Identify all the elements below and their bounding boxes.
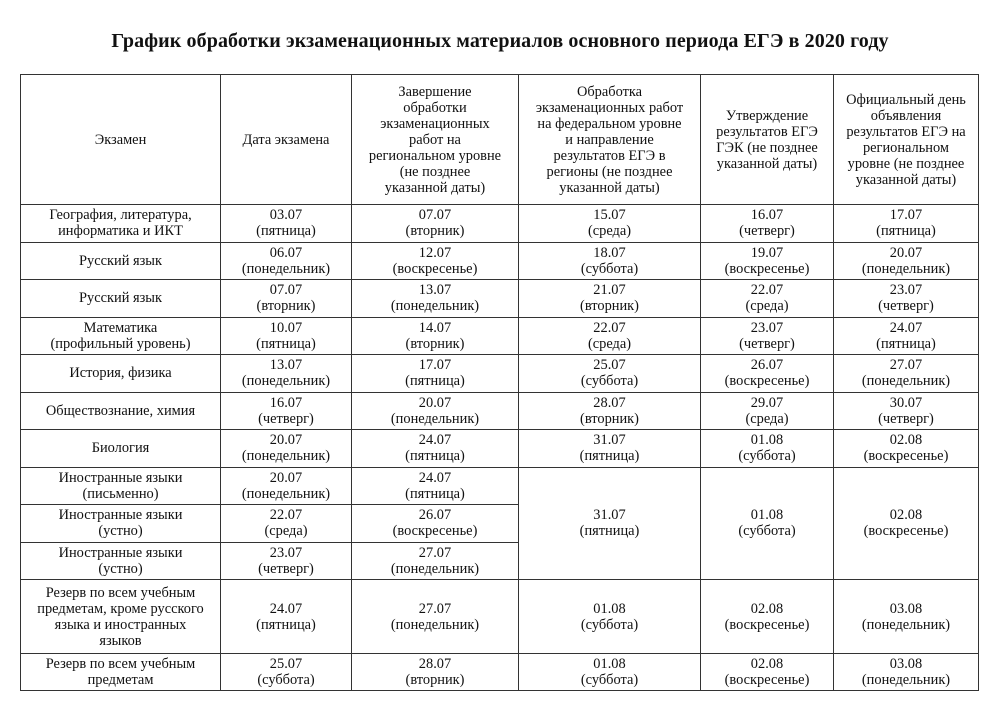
table-row: [21, 280, 979, 318]
approval-cell: 19.07 (воскресенье): [701, 242, 834, 280]
approval-cell: 23.07 (четверг): [701, 317, 834, 355]
table-row: [21, 242, 979, 280]
header-exam-date: Дата экзамена: [221, 75, 352, 205]
approval-cell: 16.07 (четверг): [701, 205, 834, 243]
header-exam: Экзамен: [21, 75, 221, 205]
official-cell: 17.07 (пятница): [834, 205, 979, 243]
exam-date-cell: 07.07 (вторник): [221, 280, 352, 318]
regional-cell: 07.07 (вторник): [352, 205, 519, 243]
exam-cell: География, литература, информатика и ИКТ: [21, 205, 221, 243]
exam-date-cell: 23.07 (четверг): [221, 542, 352, 580]
approval-cell: 26.07 (воскресенье): [701, 355, 834, 393]
approval-cell: 29.07 (среда): [701, 392, 834, 430]
regional-cell: 27.07 (понедельник): [352, 580, 519, 654]
regional-cell: 27.07 (понедельник): [352, 542, 519, 580]
exam-date-cell: 16.07 (четверг): [221, 392, 352, 430]
page-title: График обработки экзаменационных материалов основного периода ЕГЭ в 2020 году: [111, 30, 889, 52]
approval-cell: 01.08 (суббота): [701, 430, 834, 468]
federal-cell: 22.07 (среда): [519, 317, 701, 355]
exam-schedule-table: [20, 74, 979, 691]
exam-date-cell: 22.07 (среда): [221, 505, 352, 543]
official-cell: 03.08 (понедельник): [834, 580, 979, 654]
official-cell: 02.08 (воскресенье): [834, 430, 979, 468]
exam-cell: Русский язык: [21, 242, 221, 280]
exam-cell: Иностранные языки (устно): [21, 542, 221, 580]
official-cell: 30.07 (четверг): [834, 392, 979, 430]
exam-cell: История, физика: [21, 355, 221, 393]
header-regional-processing: Завершение обработки экзаменационных работ на региональном уровне (не позднее указанной даты): [352, 75, 519, 205]
exam-cell: Резерв по всем учебным предметам: [21, 654, 221, 691]
approval-cell: 02.08 (воскресенье): [701, 654, 834, 691]
official-merged-cell: 02.08 (воскресенье): [834, 467, 979, 580]
federal-cell: 01.08 (суббота): [519, 580, 701, 654]
table-row: [21, 467, 979, 505]
table-row: [21, 580, 979, 654]
regional-cell: 20.07 (понедельник): [352, 392, 519, 430]
exam-date-cell: 24.07 (пятница): [221, 580, 352, 654]
official-cell: 27.07 (понедельник): [834, 355, 979, 393]
table-row: [21, 430, 979, 468]
federal-cell: 31.07 (пятница): [519, 430, 701, 468]
federal-cell: 21.07 (вторник): [519, 280, 701, 318]
exam-date-cell: 20.07 (понедельник): [221, 430, 352, 468]
exam-cell: Русский язык: [21, 280, 221, 318]
approval-cell: 22.07 (среда): [701, 280, 834, 318]
exam-date-cell: 13.07 (понедельник): [221, 355, 352, 393]
official-cell: 20.07 (понедельник): [834, 242, 979, 280]
regional-cell: 26.07 (воскресенье): [352, 505, 519, 543]
exam-date-cell: 06.07 (понедельник): [221, 242, 352, 280]
exam-cell: Биология: [21, 430, 221, 468]
regional-cell: 28.07 (вторник): [352, 654, 519, 691]
regional-cell: 13.07 (понедельник): [352, 280, 519, 318]
federal-cell: 18.07 (суббота): [519, 242, 701, 280]
header-results-approval: Утверждение результатов ЕГЭ ГЭК (не позднее указанной даты): [701, 75, 834, 205]
federal-cell: 01.08 (суббота): [519, 654, 701, 691]
exam-cell: Иностранные языки (устно): [21, 505, 221, 543]
regional-cell: 17.07 (пятница): [352, 355, 519, 393]
header-official-announcement: Официальный день объявления результатов ЕГЭ на региональном уровне (не позднее указанной даты): [834, 75, 979, 205]
exam-date-cell: 20.07 (понедельник): [221, 467, 352, 505]
regional-cell: 12.07 (воскресенье): [352, 242, 519, 280]
regional-cell: 14.07 (вторник): [352, 317, 519, 355]
approval-cell: 02.08 (воскресенье): [701, 580, 834, 654]
official-cell: 03.08 (понедельник): [834, 654, 979, 691]
table-row: [21, 392, 979, 430]
federal-cell: 15.07 (среда): [519, 205, 701, 243]
table-row: [21, 355, 979, 393]
federal-merged-cell: 31.07 (пятница): [519, 467, 701, 580]
regional-cell: 24.07 (пятница): [352, 430, 519, 468]
exam-cell: Резерв по всем учебным предметам, кроме русского языка и иностранных языков: [21, 580, 221, 654]
table-header-row: [21, 75, 979, 205]
exam-date-cell: 10.07 (пятница): [221, 317, 352, 355]
approval-merged-cell: 01.08 (суббота): [701, 467, 834, 580]
exam-cell: Математика (профильный уровень): [21, 317, 221, 355]
federal-cell: 28.07 (вторник): [519, 392, 701, 430]
official-cell: 23.07 (четверг): [834, 280, 979, 318]
header-federal-processing: Обработка экзаменационных работ на федеральном уровне и направление результатов ЕГЭ в регионы (не позднее указанной даты): [519, 75, 701, 205]
exam-date-cell: 25.07 (суббота): [221, 654, 352, 691]
federal-cell: 25.07 (суббота): [519, 355, 701, 393]
table-row: [21, 205, 979, 243]
official-cell: 24.07 (пятница): [834, 317, 979, 355]
exam-date-cell: 03.07 (пятница): [221, 205, 352, 243]
exam-cell: Иностранные языки (письменно): [21, 467, 221, 505]
table-row: [21, 654, 979, 691]
table-row: [21, 317, 979, 355]
regional-cell: 24.07 (пятница): [352, 467, 519, 505]
exam-cell: Обществознание, химия: [21, 392, 221, 430]
